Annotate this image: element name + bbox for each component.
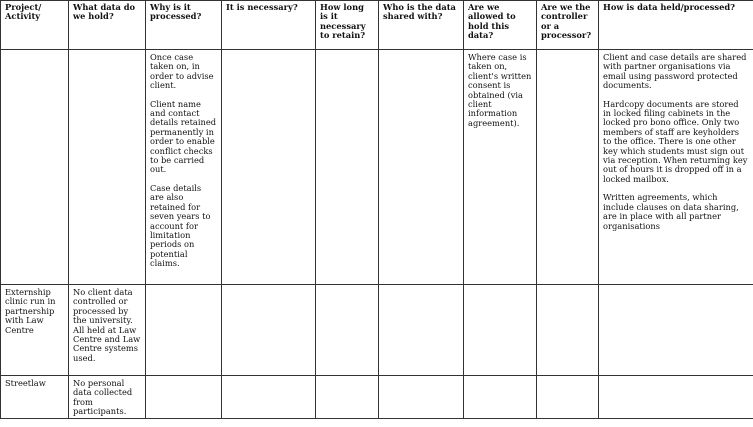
cell-how-held [599,50,753,285]
header-necessary: It is necessary? [222,1,316,50]
header-project-activity: Project/ Activity [1,1,69,50]
header-controller-processor: Are we the controller or a processor? [537,1,599,50]
cell-why-processed [146,376,222,419]
paragraph: Once case taken on, in order to advise client. [150,52,214,91]
cell-necessary [222,285,316,376]
cell-necessary [222,50,316,285]
paragraph: Case details are also retained for seven years to account for limitation periods on potential claims. [150,182,211,269]
table-header-row [1,1,753,50]
cell-data-held [69,50,146,285]
header-retention: How long is it necessary to retain? [316,1,379,50]
header-why-processed: Why is it processed? [146,1,222,50]
header-data-held: What data do we hold? [69,1,146,50]
cell-allowed [464,285,537,376]
cell-how-held [599,376,753,419]
cell-shared-with [379,50,464,285]
paragraph: Written agreements, which include clauses on data sharing, are in place with all partner organisations [603,192,739,231]
cell-how-held [599,285,753,376]
cell-project [1,50,69,285]
paragraph: Hardcopy documents are stored in locked filing cabinets in the locked pro bono office. Only two members of staff are keyholders to the office. There is one other key which students must sign out via reception. When returning key out of hours it is dropped off in a locked mailbox. [603,98,748,184]
table-row [1,50,753,285]
cell-data-held: No personal data collected from participants. [69,376,146,419]
header-how-held: How is data held/processed? [599,1,753,50]
cell-why-processed [146,285,222,376]
header-shared-with: Who is the data shared with? [379,1,464,50]
cell-shared-with [379,376,464,419]
paragraph: Client name and contact details retained permanently in order to enable conflict checks to be carried out. [150,98,217,175]
cell-project: Streetlaw [1,376,69,419]
cell-retention [316,50,379,285]
cell-controller-processor [537,376,599,419]
cell-project: Externship clinic run in partnership with Law Centre [1,285,69,376]
cell-necessary [222,376,316,419]
cell-controller-processor [537,50,599,285]
cell-allowed [464,376,537,419]
cell-data-held: No client data controlled or processed by the university. All held at Law Centre and Law Centre systems used. [69,285,146,376]
table-row [1,285,753,376]
cell-why-processed [146,50,222,285]
cell-allowed: Where case is taken on, client's written consent is obtained (via client information agreement). [464,50,537,285]
cell-shared-with [379,285,464,376]
cell-retention [316,285,379,376]
cell-retention [316,376,379,419]
table-row [1,376,753,419]
paragraph: Client and case details are shared with partner organisations via email using password protected documents. [603,52,747,91]
cell-controller-processor [537,285,599,376]
header-allowed: Are we allowed to hold this data? [464,1,537,50]
